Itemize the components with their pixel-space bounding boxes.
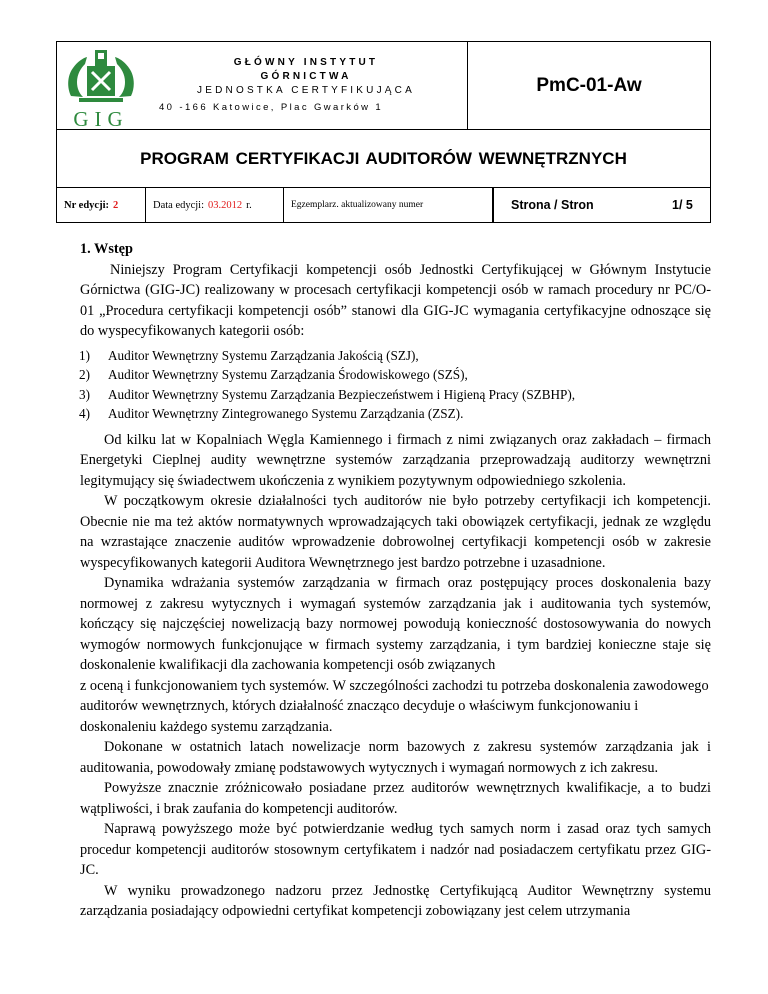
edition-value: 2 bbox=[113, 199, 119, 211]
paragraph-3: Dynamika wdrażania systemów zarządzania w firmach oraz postępujący proces doskonalenia bazy normowej z zakresu wytycznych i wymagań systemów zarządzania jak i auditowania tych systemów, kończący się najczęściej nowelizacją bazy normowej powodują konieczność dostosowywania do nowych wymogów normowych funkcjonujące w firmach systemy zarządzania, i tym bardziej konieczne staje się doskonalenie kwalifikacji dla zachowania kompetencji osób związanych bbox=[80, 575, 711, 673]
list-item-text: Auditor Wewnętrzny Zintegrowanego Systemu Zarządzania (ZSZ). bbox=[108, 406, 464, 421]
list-item-number: 3) bbox=[79, 386, 90, 402]
section-heading: 1. Wstęp bbox=[80, 241, 133, 257]
list-item-number: 4) bbox=[79, 406, 90, 421]
list-item-text: Auditor Wewnętrzny Systemu Zarządzania Bezpieczeństwem i Higieną Pracy (SZBHP), bbox=[108, 386, 576, 402]
header-top-row bbox=[57, 42, 710, 130]
list-item-number: 1) bbox=[79, 347, 90, 363]
page-value: 1/ 5 bbox=[672, 198, 693, 212]
meta-row bbox=[57, 188, 710, 222]
page-cell bbox=[492, 188, 710, 222]
institute-name-line1: GŁÓWNY INSTYTUT bbox=[233, 57, 379, 68]
paragraph-1: Od kilku lat w Kopalniach Węgla Kamiennego i firmach z nimi związanych oraz zakładach – firmach Energetyki Cieplnej audity wewnętrzne systemów zarządzania przeprowadzają auditorzy wewnętrzni legitymujący się świadectwem ukończenia z wynikiem pozytywnym odpowiedniego szkolenia. bbox=[80, 431, 711, 489]
doc-title: PROGRAM CERTYFIKACJI AUDITORÓW WEWNĘTRZNYCH bbox=[140, 148, 627, 168]
gig-logo bbox=[57, 42, 145, 130]
document-body bbox=[80, 239, 711, 922]
edition-cell bbox=[57, 188, 145, 222]
paragraph-7: W wyniku prowadzonego nadzoru przez Jednostkę Certyfikującą Auditor Wewnętrzny systemu zarządzania posiadający odpowiedni certyfikat kompetencji zobowiązany jest celem utrzymania bbox=[80, 882, 711, 919]
doc-code-cell bbox=[467, 42, 710, 130]
paragraph-6: Naprawą powyższego może być potwierdzanie według tych samych norm i zasad oraz tych samych procedur kompetencji auditorów stosownym certyfikatem i nadzór nad posiadaczem certyfikatu przez GIG-JC. bbox=[80, 821, 711, 878]
copy-label: Egzemplarz. aktualizowany numer bbox=[291, 200, 424, 210]
document-header bbox=[56, 41, 711, 223]
edition-date-value: 03.2012 bbox=[208, 199, 243, 211]
list-item-text: Auditor Wewnętrzny Systemu Zarządzania Środowiskowego (SZŚ), bbox=[108, 367, 468, 382]
list-item bbox=[80, 346, 711, 366]
paragraph-2: W początkowym okresie działalności tych auditorów nie było potrzeby certyfikacji ich kompetencji. Obecnie nie ma też aktów normatywnych wprowadzających taki obowiązek certyfikacji, jednak ze względu na wzrastające znaczenie auditów wprowadzenie dobrowolnej certyfikacji kompetencji osób w zakresie wyspecyfikowanych kategorii Auditora Wewnętrznego jest bardzo potrzebne i uzasadnione. bbox=[80, 493, 711, 571]
list-item bbox=[80, 365, 711, 385]
logo-text: GIG bbox=[73, 107, 129, 130]
gig-logo-icon bbox=[57, 42, 145, 130]
page-label: Strona / Stron bbox=[511, 198, 594, 212]
list-item bbox=[80, 404, 711, 424]
institute-unit: JEDNOSTKA CERTYFIKUJĄCA bbox=[197, 85, 415, 96]
paragraph-4: Dokonane w ostatnich latach nowelizacje norm bazowych z zakresu systemów zarządzania jak i auditowania, powodowały zmianę podstawowych wytycznych i wymagań normowych z ich zakresu. bbox=[80, 739, 711, 776]
paragraph-5: Powyższe znacznie zróżnicowało posiadane przez auditorów wewnętrznych kwalifikacje, a to budzi wątpliwości, i brak zaufania do kompetencji auditorów. bbox=[80, 780, 711, 817]
title-row bbox=[57, 130, 710, 188]
institute-name-line2: GÓRNICTWA bbox=[260, 71, 352, 82]
institute-block bbox=[145, 42, 467, 130]
list-item bbox=[80, 385, 711, 405]
edition-date-cell bbox=[145, 188, 283, 222]
doc-code: PmC-01-Aw bbox=[536, 75, 642, 96]
category-list bbox=[80, 346, 711, 424]
edition-date-suffix: r. bbox=[246, 199, 252, 211]
paragraph-3-continued: z oceną i funkcjonowaniem tych systemów. W szczególności zachodzi tu potrzeba doskonalenia zawodowego auditorów wewnętrznych, których działalność znacząco decyduje o właściwym funkcjonowaniu i doskonaleniu każdego systemu zarządzania. bbox=[80, 677, 709, 735]
edition-label: Nr edycji: bbox=[64, 199, 109, 211]
intro-paragraph: Niniejszy Program Certyfikacji kompetencji osób Jednostki Certyfikującej w Głównym Instytucie Górnictwa (GIG-JC) realizowany w procesach certyfikacji kompetencji osób w ramach procedury nr PC/O-01 „Procedura certyfikacji kompetencji osób” stanowi dla GIG-JC wymagania certyfikacyjne odnoszące się do wyspecyfikowanych kategorii osób: bbox=[80, 261, 711, 339]
edition-date-label: Data edycji: bbox=[153, 199, 205, 211]
list-item-number: 2) bbox=[79, 367, 90, 382]
copy-cell bbox=[283, 188, 492, 222]
list-item-text: Auditor Wewnętrzny Systemu Zarządzania Jakością (SZJ), bbox=[108, 347, 419, 363]
institute-address: 40 -166 Katowice, Plac Gwarków 1 bbox=[159, 102, 384, 113]
